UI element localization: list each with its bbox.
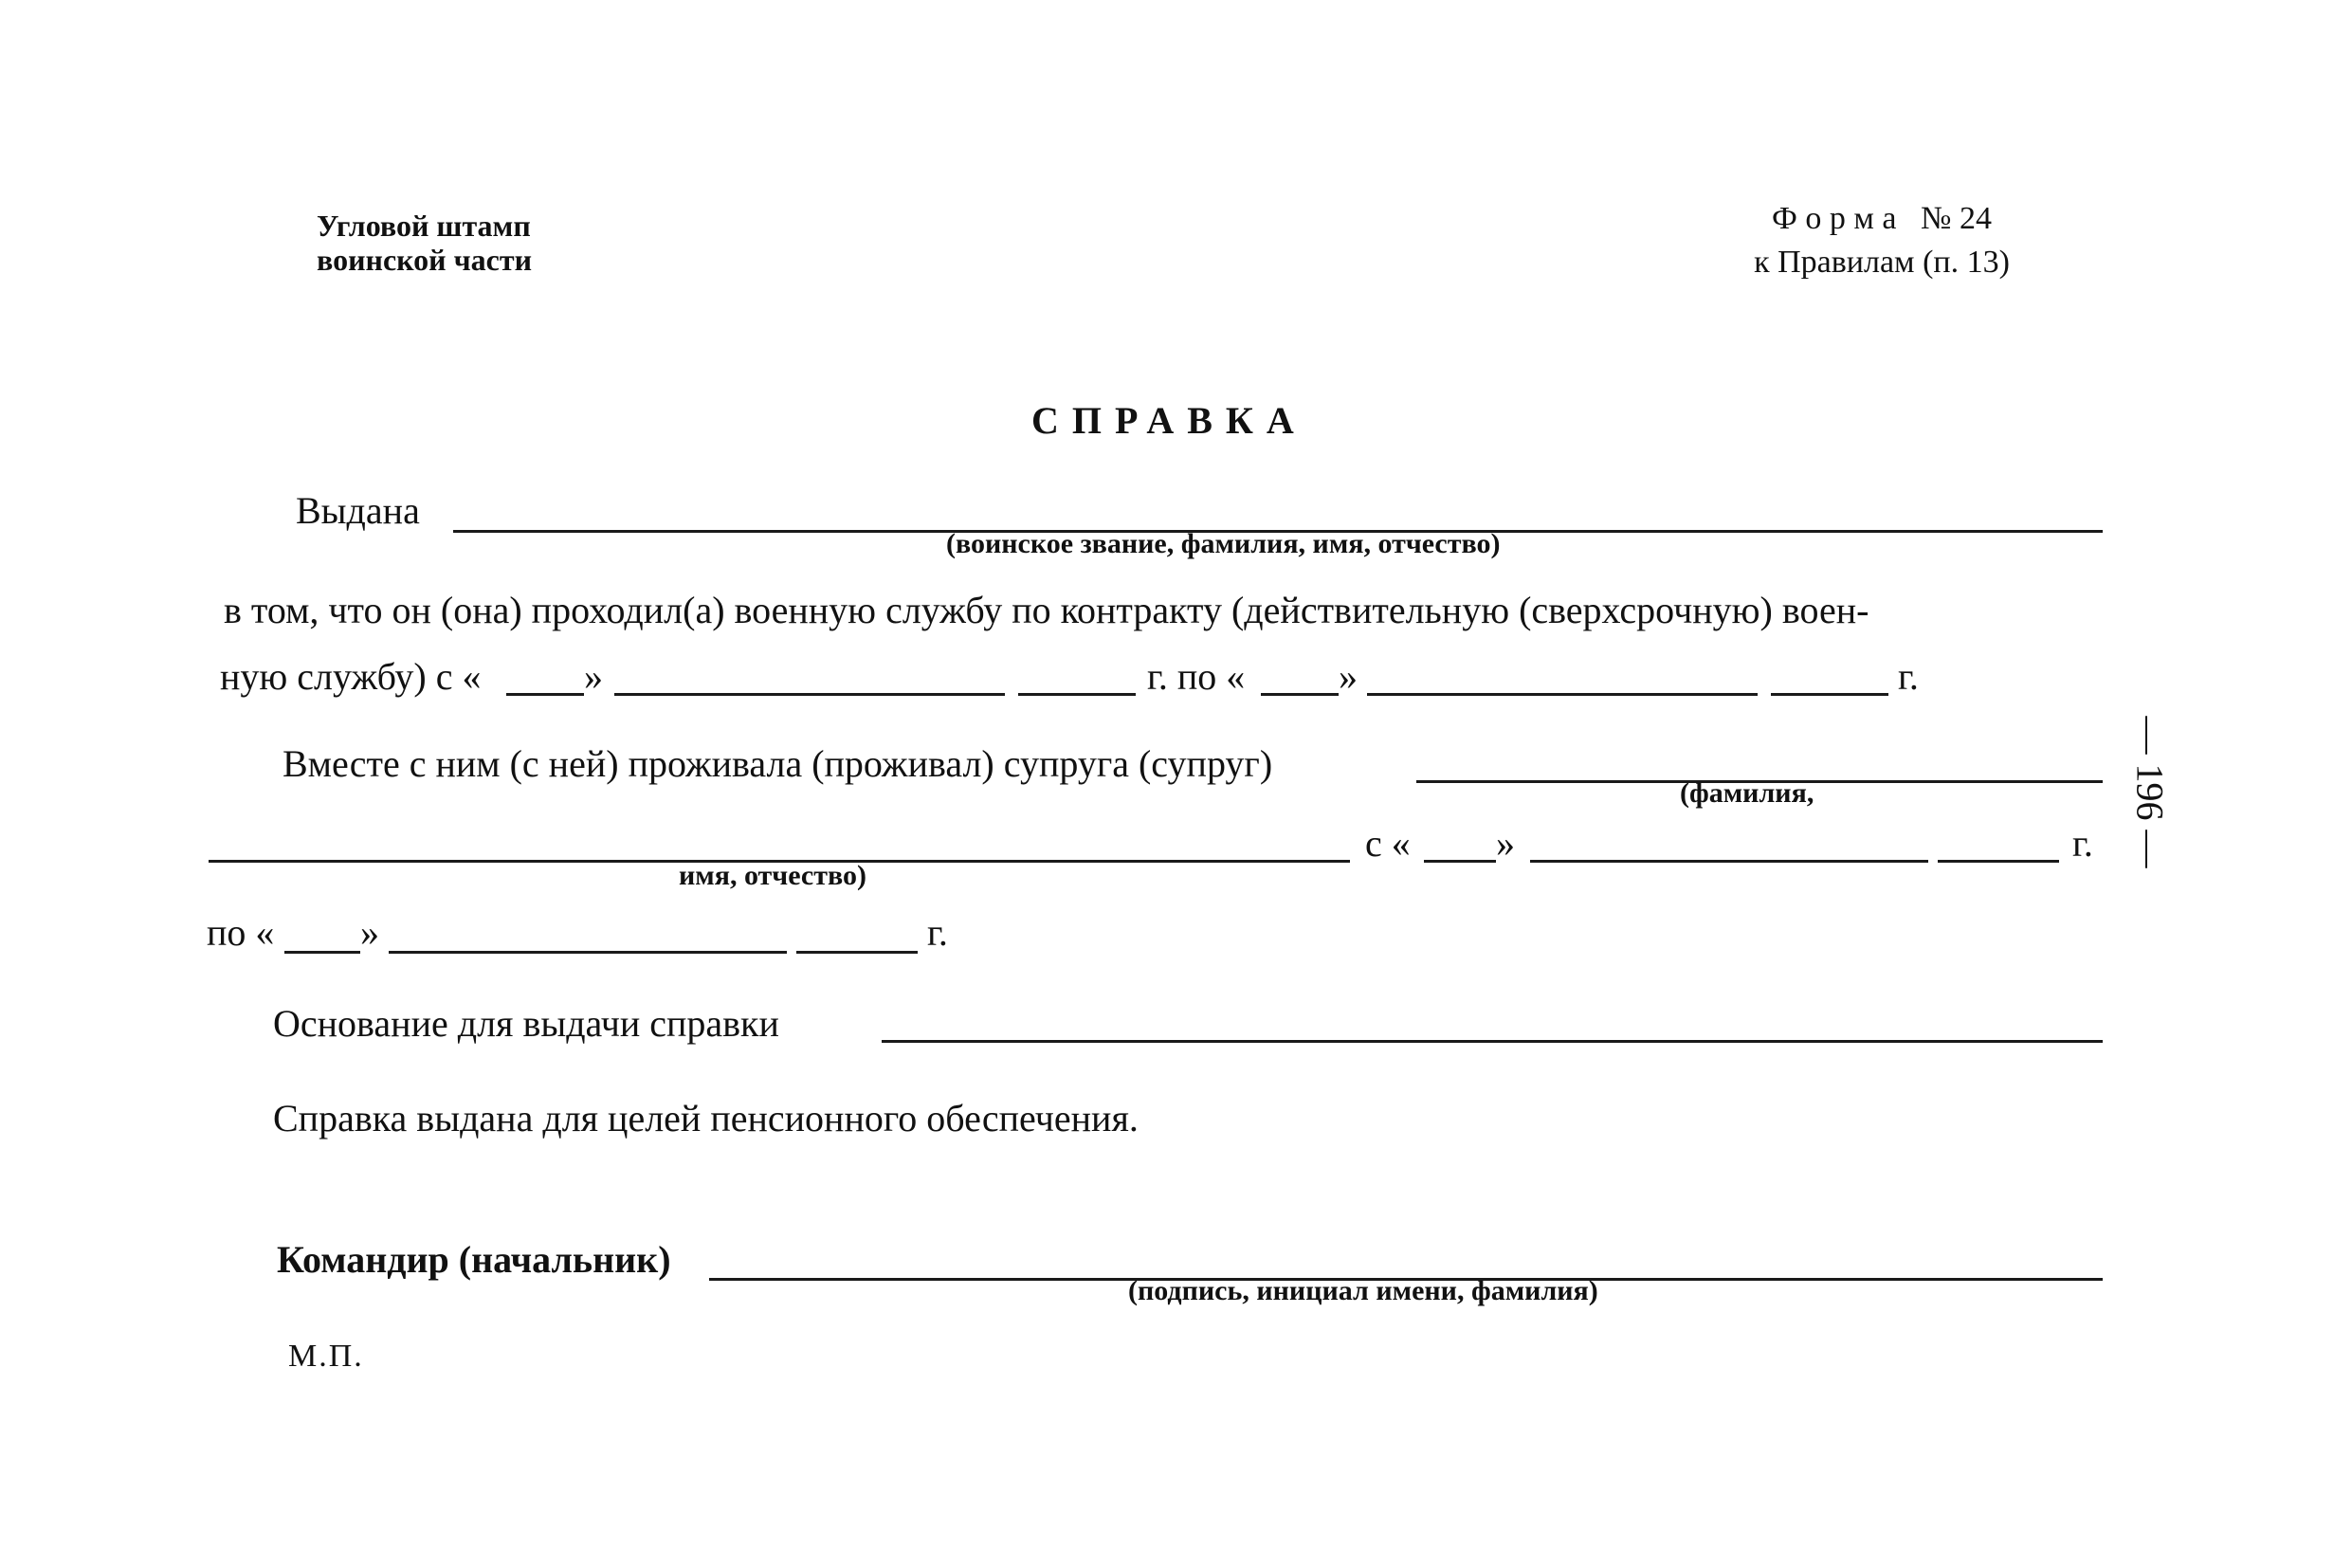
commander-label: Командир (начальник)	[277, 1238, 671, 1281]
spouse-to-year-label: г.	[927, 911, 948, 954]
page-number: — 196 —	[2128, 716, 2172, 868]
quote-close-2: »	[1339, 655, 1358, 698]
spouse-from-day-field[interactable]	[1424, 860, 1496, 863]
form-number: Ф о р м а № 24	[1772, 201, 1992, 236]
service-text-line2-start: ную службу) с «	[220, 655, 482, 698]
service-to-month-field[interactable]	[1367, 693, 1758, 696]
spouse-to-year-field[interactable]	[796, 951, 918, 954]
service-text-line1: в том, что он (она) проходил(а) военную службу по контракту (действительную (сверхсрочную) воен-	[224, 589, 1869, 631]
corner-stamp-label	[317, 209, 532, 277]
basis-field[interactable]	[882, 1040, 2103, 1043]
purpose-text: Справка выдана для целей пенсионного обеспечения.	[273, 1097, 1139, 1140]
signature-caption: (подпись, инициал имени, фамилия)	[1128, 1275, 1598, 1306]
service-year-end: г.	[1898, 655, 1919, 698]
spouse-to-month-field[interactable]	[389, 951, 787, 954]
seal-placeholder: М.П.	[288, 1339, 364, 1374]
spouse-to-label: по «	[207, 911, 275, 954]
spouse-to-day-field[interactable]	[284, 951, 360, 954]
spouse-from-month-field[interactable]	[1530, 860, 1928, 863]
spouse-caption-surname: (фамилия,	[1680, 777, 1814, 809]
service-from-day-field[interactable]	[506, 693, 584, 696]
spouse-from-year-field[interactable]	[1938, 860, 2059, 863]
quote-close-3: »	[1496, 822, 1515, 865]
quote-close-4: »	[360, 911, 379, 954]
form-reference	[1725, 197, 2038, 284]
service-year-to-label: г. по «	[1147, 655, 1246, 698]
document-title: СПРАВКА	[1031, 399, 1307, 442]
issued-label: Выдана	[296, 489, 420, 532]
stamp-line-1: Угловой штамп	[317, 209, 531, 243]
spouse-from-year-label: г.	[2072, 822, 2093, 865]
stamp-line-2: воинской части	[317, 243, 532, 277]
spouse-text: Вместе с ним (с ней) проживала (проживал) супруга (супруг)	[283, 742, 1273, 785]
service-to-year-field[interactable]	[1771, 693, 1888, 696]
spouse-from-label: с «	[1365, 822, 1411, 865]
service-from-month-field[interactable]	[614, 693, 1005, 696]
service-to-day-field[interactable]	[1261, 693, 1339, 696]
service-from-year-field[interactable]	[1018, 693, 1136, 696]
issued-caption: (воинское звание, фамилия, имя, отчество)	[946, 528, 1501, 559]
quote-close-1: »	[584, 655, 603, 698]
spouse-caption-name: имя, отчество)	[679, 860, 866, 891]
basis-label: Основание для выдачи справки	[273, 1002, 779, 1045]
form-rule: к Правилам (п. 13)	[1754, 245, 2010, 280]
